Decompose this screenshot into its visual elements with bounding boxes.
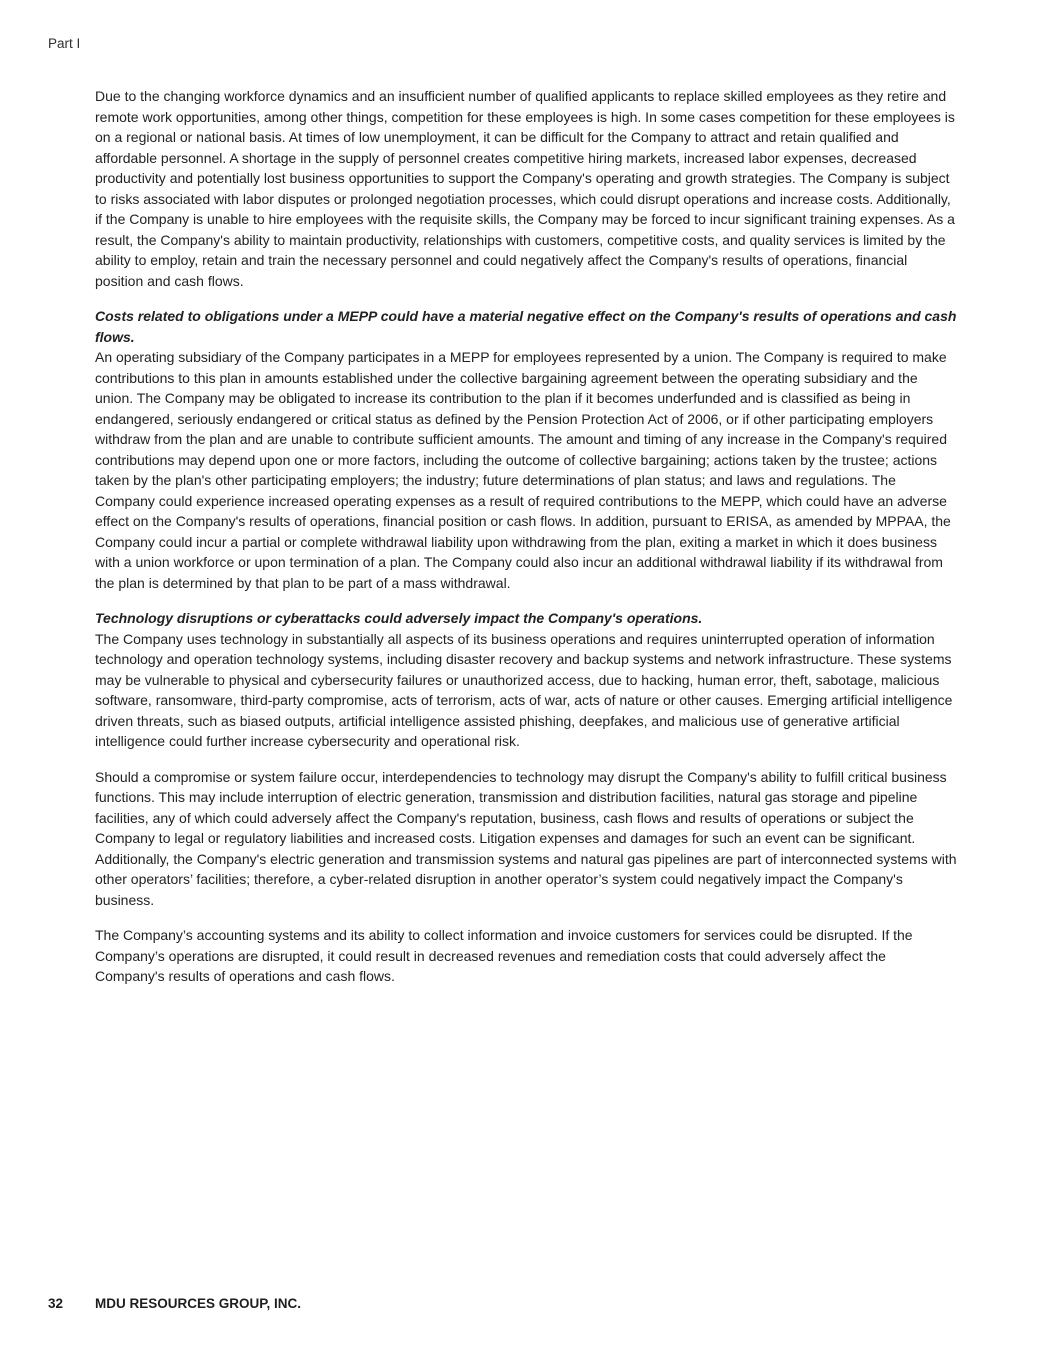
section-heading-mepp-costs: Costs related to obligations under a MEPP could have a material negative effect on the Company's results of operations and cash flows.: [95, 308, 957, 345]
footer-company-name: MDU RESOURCES GROUP, INC.: [95, 1296, 302, 1311]
paragraph-system-failure: Should a compromise or system failure occur, interdependencies to technology may disrupt the Company's ability to fulfill critical business functions. This may include interruption of electric generation, transmission and distribution facilities, natural gas storage and pipeline facilities, any of which could adversely affect the Company's reputation, business, cash flows and results of operations or subject the Company to legal or regulatory liabilities and increased costs. Litigation expenses and damages for such an event can be significant. Additionally, the Company's electric generation and transmission systems and natural gas pipelines are part of interconnected systems with other operators’ facilities; therefore, a cyber-related disruption in another operator’s system could negatively impact the Company's business.: [95, 768, 957, 908]
page-footer: [48, 1296, 301, 1311]
paragraph-accounting-systems: The Company’s accounting systems and its ability to collect information and invoice customers for services could be disrupted. If the Company’s operations are disrupted, it could result in decreased revenues and remediation costs that could adversely affect the Company's results of operations and cash flows.: [95, 927, 913, 984]
footer-page-number: 32: [48, 1296, 64, 1311]
part-label: Part I: [48, 36, 81, 51]
section-heading-technology-disruptions: Technology disruptions or cyberattacks could adversely impact the Company's operations.: [95, 610, 703, 626]
paragraph-technology-systems: The Company uses technology in substantially all aspects of its business operations and requires uninterrupted operation of information technology and operation technology systems, including disaster recovery and backup systems and network infrastructure. These systems may be vulnerable to physical and cybersecurity failures or unauthorized access, due to hacking, human error, theft, sabotage, malicious software, ransomware, third-party compromise, acts of terrorism, acts of war, acts of nature or other causes. Emerging artificial intelligence driven threats, such as biased outputs, artificial intelligence assisted phishing, deepfakes, and malicious use of generative artificial intelligence could further increase cybersecurity and operational risk.: [95, 630, 953, 749]
paragraph-mepp-contributions: An operating subsidiary of the Company participates in a MEPP for employees represented by a union. The Company is required to make contributions to this plan in amounts established under the collective bargaining agreement between the operating subsidiary and the union. The Company may be obligated to increase its contribution to the plan if it becomes underfunded and is classified as being in endangered, seriously endangered or critical status as defined by the Pension Protection Act of 2006, or if other participating employers withdraw from the plan and are unable to contribute sufficient amounts. The amount and timing of any increase in the Company's required contributions may depend upon one or more factors, including the outcome of collective bargaining; actions taken by the trustee; actions taken by the plan's other participating employers; the industry; future determinations of plan status; and laws and regulations. The Company could experience increased operating expenses as a result of required contributions to the MEPP, which could have an adverse effect on the Company's results of operations, financial position or cash flows. In addition, pursuant to ERISA, as amended by MPPAA, the Company could incur a partial or complete withdrawal liability upon withdrawing from the plan, exiting a market in which it does business with a union workforce or upon termination of a plan. The Company could also incur an additional withdrawal liability if its withdrawal from the plan is determined by that plan to be part of a mass withdrawal.: [95, 349, 951, 591]
paragraph-workforce-competition: Due to the changing workforce dynamics and an insufficient number of qualified applicants to replace skilled employees as they retire and remote work opportunities, among other things, competition for these employees is high. In some cases competition for these employees is on a regional or national basis. At times of low unemployment, it can be difficult for the Company to attract and retain qualified and affordable personnel. A shortage in the supply of personnel creates competitive hiring markets, increased labor expenses, decreased productivity and potentially lost business opportunities to support the Company's operating and growth strategies. The Company is subject to risks associated with labor disputes or prolonged negotiation processes, which could disrupt operations and increase costs. Additionally, if the Company is unable to hire employees with the requisite skills, the Company may be forced to incur significant training expenses. As a result, the Company's ability to maintain productivity, relationships with customers, competitive costs, and quality services is limited by the ability to employ, retain and train the necessary personnel and could negatively affect the Company's results of operations, financial position and cash flows.: [95, 88, 955, 289]
document-body: [95, 86, 957, 1002]
